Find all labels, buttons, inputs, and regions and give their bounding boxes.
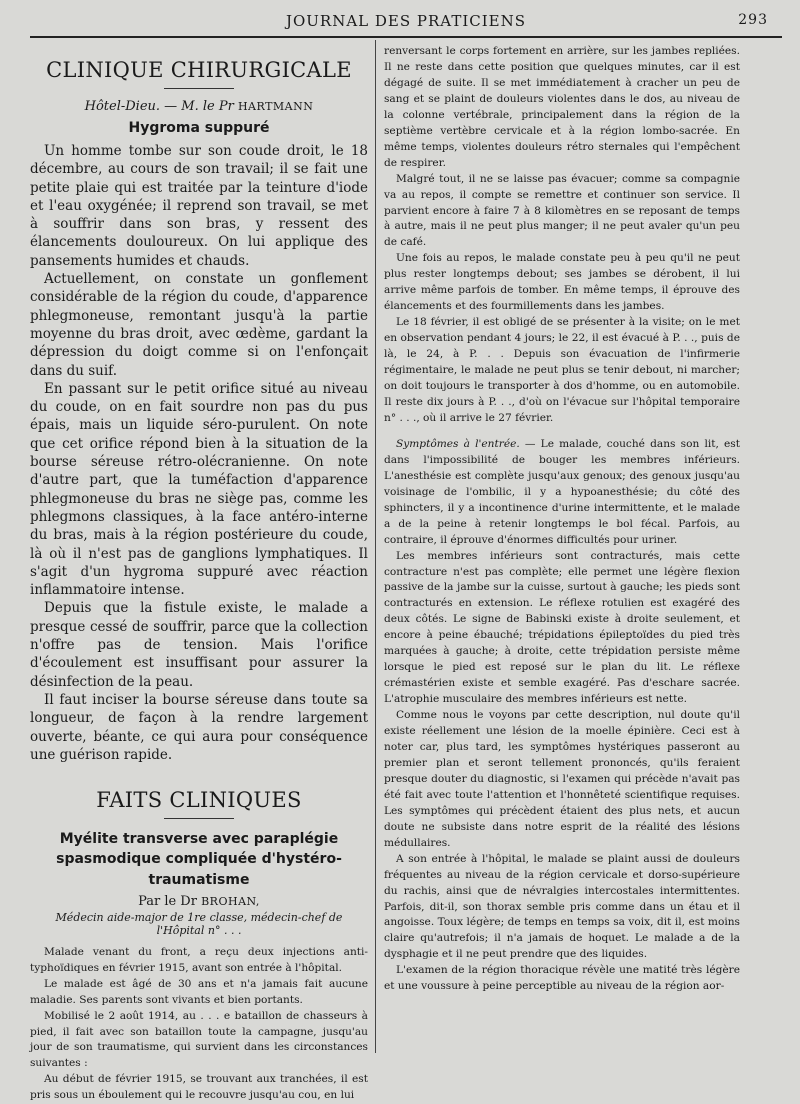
- author-affiliation: Médecin aide-major de 1re classe, médecin-chef de l'Hôpital n° . . .: [55, 910, 343, 937]
- author-prefix: Par le Dr: [138, 893, 197, 909]
- paragraph: En passant sur le petit orifice situé au niveau du coude, on en fait sourdre non pas du pus épais, mais un liquide séro-purulent. On note que cet orifice répond bien à la situation de la bourse séreuse rétro-olécranienne. On note d'autre part, que la tuméfaction d'apparence phlegmoneuse du bras ne siège pas, comme les phlegmons classiques, à la face antéro-interne du bras, mais à la région postérieure du coude, là où il n'est pas de ganglions lymphatiques. Il s'agit d'un hygroma suppuré avec réaction inflammatoire intense.: [30, 380, 368, 599]
- header-rule: [30, 36, 782, 38]
- section-title-faits: FAITS CLINIQUES: [96, 788, 302, 813]
- paragraph: Un homme tombe sur son coude droit, le 18 décembre, au cours de son travail; il se fait une petite plaie qui est traitée par la teinture d'iode et l'eau oxygénée; il reprend son travail, se met à souffrir dans son bras, y ressent des élancements douloureux. On lui applique des pansements humides et chauds.: [30, 143, 368, 269]
- paragraph: Mobilisé le 2 août 1914, au . . . e bataillon de chasseurs à pied, il fait avec son bataillon toute la campagne, jusqu'au jour de son traumatisme, qui survient dans les circonstances suivantes :: [30, 1009, 368, 1070]
- right-column: [384, 44, 740, 995]
- paragraph: Comme nous le voyons par cette description, nul doute qu'il existe réellement une lésion de la moelle épinière. Ceci est à noter car, plus tard, les symptômes hystériques passeront au premier plan et seront tellement prononcés, qu'ils feraient presque douter du diagnostic, si l'examen qui précède n'avait pas été fait avec toute l'attention et l'honnêteté scientifique requises. Les symptômes qui précèdent étaient des plus nets, et aucun doute ne subsiste dans notre esprit de la réalité des lésions médullaires.: [384, 709, 740, 849]
- journal-title: JOURNAL DES PRATICIENS: [285, 12, 527, 30]
- paragraph: Le malade est âgé de 30 ans et n'a jamais fait aucune maladie. Ses parents sont vivants et bien portants.: [30, 977, 368, 1006]
- author-name: BROHAN,: [201, 894, 260, 908]
- symptoms-text: — Le malade, couché dans son lit, est dans l'impossibilité de bouger les membres inférieurs. L'anesthésie est complète jusqu'aux genoux; des genoux jusqu'au voisinage de l'ombilic, il y a hypoanesthésie; du côté des sphincters, il y a incontinence d'urine intermittente, et le malade a de la peine à retenir longtemps le bol fécal. Parfois, au contraire, il éprouve d'énormes difficultés pour uriner.: [384, 437, 740, 546]
- myelite-article-body: [30, 945, 368, 1104]
- hygroma-article-body: [30, 142, 368, 764]
- paragraph: Une fois au repos, le malade constate peu à peu qu'il ne peut plus rester longtemps debout; ses jambes se dérobent, il lui arrive même parfois de tomber. En même temps, il éprouve des élancements et des fourmillements dans les jambes.: [384, 252, 740, 313]
- paragraph: Les membres inférieurs sont contracturés, mais cette contracture n'est pas complète; elle permet une légère flexion passive de la jambe sur la cuisse, surtout à gauche; les pieds sont contracturés en extension. Le réflexe rotulien est exagéré des deux côtés. Le signe de Babinski existe à droite seulement, et encore à peine ébauché; trépidations épileptoïdes du pied très marquées à gauche; à droite, cette trépidation persiste même lorsque le pied est reposé sur le plan du lit. Le réflexe crémastérien existe et semble exagéré. Pas d'eschare sacrée. L'atrophie musculaire des membres inférieurs est nette.: [384, 549, 740, 706]
- running-head: [30, 8, 782, 34]
- paragraph: A son entrée à l'hôpital, le malade se plaint aussi de douleurs fréquentes au niveau de la région cervicale et dorso-supérieure du rachis, ainsi que de névralgies intercostales intermittentes. Parfois, dit-il, son thorax semble pris comme dans un étau et il angoisse. Toux légère; de temps en temps sa voix, dit il, est moins claire qu'autrefois; il n'a jamais de hoquet. Le malade a de la dysphagie et il ne peut prendre que des liquides.: [384, 852, 740, 961]
- section-title-clinique: CLINIQUE CHIRURGICALE: [46, 58, 352, 82]
- byline-name: HARTMANN: [237, 100, 314, 113]
- author-line: [30, 894, 368, 909]
- page-number: 293: [738, 12, 768, 28]
- article-subtitle: Hygroma suppuré: [128, 120, 270, 136]
- byline-prefix: Hôtel-Dieu. — M. le Pr: [84, 99, 234, 114]
- column-divider: [375, 40, 376, 1053]
- paragraph: renversant le corps fortement en arrière, sur les jambes repliées. Il ne reste dans cette position que quelques minutes, car il est dégagé de suite. Il se met immédiatement à cracher un peu de sang et se plaint de douleurs violentes dans le dos, au niveau de la colonne vertébrale, principalement dans la région de la septième vertèbre cervicale et à la région lombo-sacrée. En même temps, violentes douleurs rétro sternales qui l'empêchent de respirer.: [384, 45, 740, 169]
- paragraph: Malade venant du front, a reçu deux injections anti-typhoïdiques en février 1915, avant son entrée à l'hôpital.: [30, 945, 368, 974]
- paragraph: Le 18 février, il est obligé de se présenter à la visite; on le met en observation pendant 4 jours; le 22, il est évacué à P. . ., puis de là, le 24, à P. . . Depuis son évacuation de l'infirmerie régimentaire, le malade ne peut plus se tenir debout, ni marcher; on doit toujours le transporter à dos d'homme, ou en automobile. Il reste dix jours à P. . ., d'où on l'évacue sur l'hôpital temporaire n° . . ., où il arrive le 27 février.: [384, 316, 740, 424]
- section-rule: [164, 88, 234, 89]
- left-column: [30, 44, 368, 1104]
- paragraph: Il faut inciser la bourse séreuse dans toute sa longueur, de façon à la rendre largement ouverte, béante, ce qui aura pour conséquence une guérison rapide.: [30, 691, 368, 763]
- paragraph: Au début de février 1915, se trouvant aux tranchées, il est pris sous un éboulement qui le recouvre jusqu'au cou, en lui: [30, 1073, 368, 1102]
- paragraph: L'examen de la région thoracique révèle une matité très légère et une voussure à peine perceptible au niveau de la région aor-: [384, 964, 740, 993]
- byline: [30, 99, 368, 114]
- article-title: Myélite transverse avec paraplégie spasmodique compliquée d'hystéro-traumatisme: [56, 831, 342, 888]
- paragraph: Actuellement, on constate un gonflement considérable de la région du coude, d'apparence phlegmoneuse, remontant jusqu'à la partie moyenne du bras droit, avec œdème, gardant la dépression du doigt comme si on l'enfonçait dans du suif.: [30, 271, 368, 379]
- paragraph: Malgré tout, il ne se laisse pas évacuer; comme sa compagnie va au repos, il compte se remettre et continuer son service. Il parvient encore à faire 7 à 8 kilomètres en se reposant de temps à autre, mais il ne peut plus manger; il ne peut avaler qu'un peu de café.: [384, 172, 740, 249]
- symptoms-label: Symptômes à l'entrée.: [396, 437, 520, 450]
- paragraph: Depuis que la fistule existe, le malade a presque cessé de souffrir, parce que la collection n'offre pas de tension. Mais l'orifice d'écoulement est insuffisant pour assurer la désinfection de la peau.: [30, 600, 368, 690]
- symptoms-paragraph: [384, 437, 740, 549]
- section-rule: [164, 818, 234, 819]
